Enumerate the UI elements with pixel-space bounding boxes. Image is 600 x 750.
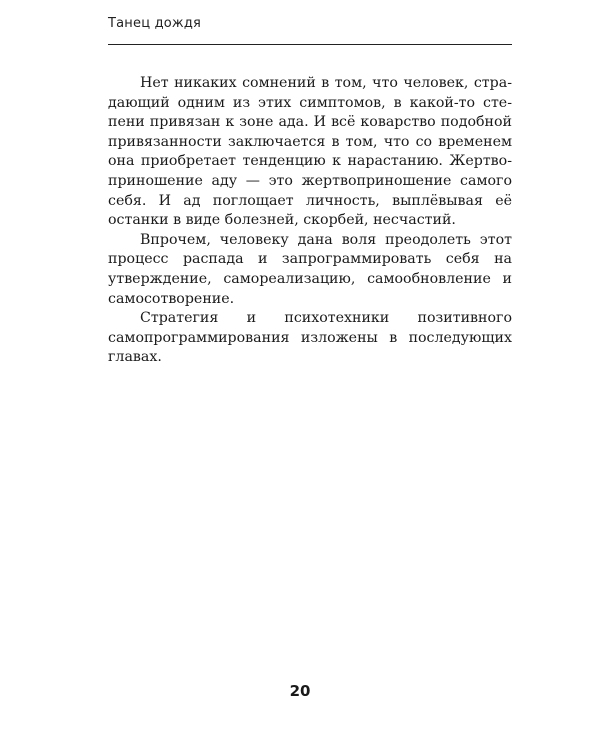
- running-header: [108, 14, 512, 45]
- paragraph: Впрочем, человеку дана воля преодолеть этот процесс распада и запрограммировать себя на утверждение, самореализацию, самообновление и самосотворение.: [108, 231, 512, 307]
- page-number: 20: [289, 682, 311, 700]
- paragraph: Стратегия и психотехники позитивного самопрограммирования изложены в последующих главах.: [108, 310, 512, 366]
- book-title: Танец дождя: [108, 16, 202, 31]
- body-text: [108, 74, 512, 368]
- paragraph: Нет никаких сомнений в том, что человек, страдающий одним из этих симптомов, в какой-то степени привязан к зоне ада. И всё коварство подобной привязанности заключается в том, что со временем она приобретает тенденцию к нарастанию. Жертвоприношение аду — это жертвоприношение самого себя. И ад поглощает личность, выплёвывая её останки в виде болезней, скорбей, несчастий.: [108, 75, 512, 229]
